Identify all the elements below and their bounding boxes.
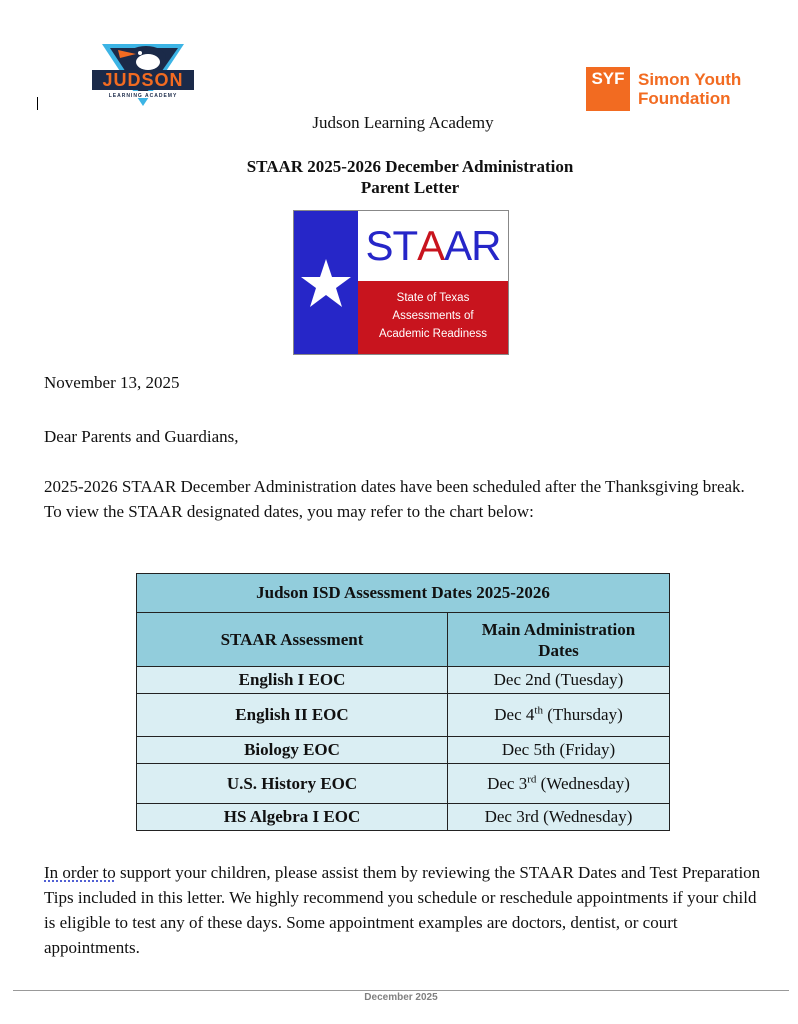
staar-subtitle: State of Texas Assessments of Academic Readiness bbox=[358, 281, 508, 354]
intro-paragraph: 2025-2026 STAAR December Administration dates have been scheduled after the Thanksgiving break. To view the STAAR designated dates, you may refer to the chart below: bbox=[44, 477, 745, 521]
grammar-flagged-text[interactable]: In order to bbox=[44, 863, 116, 882]
assessment-date: Dec 3rd (Wednesday) bbox=[448, 764, 670, 804]
staar-logo-blue-field bbox=[294, 211, 358, 354]
penguin-logo-icon bbox=[88, 36, 198, 108]
syf-logo-box: SYF bbox=[586, 67, 630, 111]
table-row bbox=[137, 804, 670, 831]
table-row bbox=[137, 694, 670, 737]
table-row bbox=[137, 667, 670, 694]
title-line-1: STAAR 2025-2026 December Administration bbox=[246, 157, 574, 176]
assessment-name: Biology EOC bbox=[137, 737, 448, 764]
assessment-date: Dec 5th (Friday) bbox=[448, 737, 670, 764]
assessment-date: Dec 3rd (Wednesday) bbox=[448, 804, 670, 831]
assessment-name: English II EOC bbox=[137, 694, 448, 737]
column-header-assessment: STAAR Assessment bbox=[137, 613, 448, 667]
footer-divider bbox=[13, 990, 789, 991]
syf-logo-wordmark: Simon Youth Foundation bbox=[638, 70, 742, 108]
staar-wordmark: ST A AR bbox=[358, 211, 508, 281]
judson-learning-academy-logo bbox=[88, 36, 198, 108]
document-title bbox=[0, 156, 798, 198]
footer-text: December 2025 bbox=[364, 992, 438, 1003]
svg-text:JUDSON: JUDSON bbox=[102, 70, 184, 90]
assessment-date: Dec 4th (Thursday) bbox=[448, 694, 670, 737]
staar-logo bbox=[293, 210, 509, 355]
table-title: Judson ISD Assessment Dates 2025-2026 bbox=[137, 574, 670, 613]
letter-date: November 13, 2025 bbox=[44, 373, 180, 392]
title-line-2: Parent Letter bbox=[360, 178, 460, 197]
svg-text:LEARNING ACADEMY: LEARNING ACADEMY bbox=[108, 93, 178, 99]
simon-youth-foundation-logo bbox=[586, 67, 746, 111]
salutation: Dear Parents and Guardians, bbox=[44, 427, 239, 446]
text-cursor bbox=[37, 97, 38, 110]
assessment-name: English I EOC bbox=[137, 667, 448, 694]
texas-star-icon bbox=[300, 257, 352, 309]
assessment-date: Dec 2nd (Tuesday) bbox=[448, 667, 670, 694]
table-row bbox=[137, 737, 670, 764]
support-paragraph: In order to support your children, please assist them by reviewing the STAAR Dates and Test Preparation Tips included in this letter. We highly recommend you schedule or reschedule appointments if your child is eligible to test any of these days. Some appointment examples are doctors, dentist, or court appointments. bbox=[44, 863, 761, 957]
column-header-dates: Main Administration Dates bbox=[448, 613, 670, 667]
assessment-name: U.S. History EOC bbox=[137, 764, 448, 804]
table-row bbox=[137, 764, 670, 804]
school-name: Judson Learning Academy bbox=[312, 113, 494, 132]
assessment-dates-table bbox=[136, 573, 670, 831]
assessment-name: HS Algebra I EOC bbox=[137, 804, 448, 831]
